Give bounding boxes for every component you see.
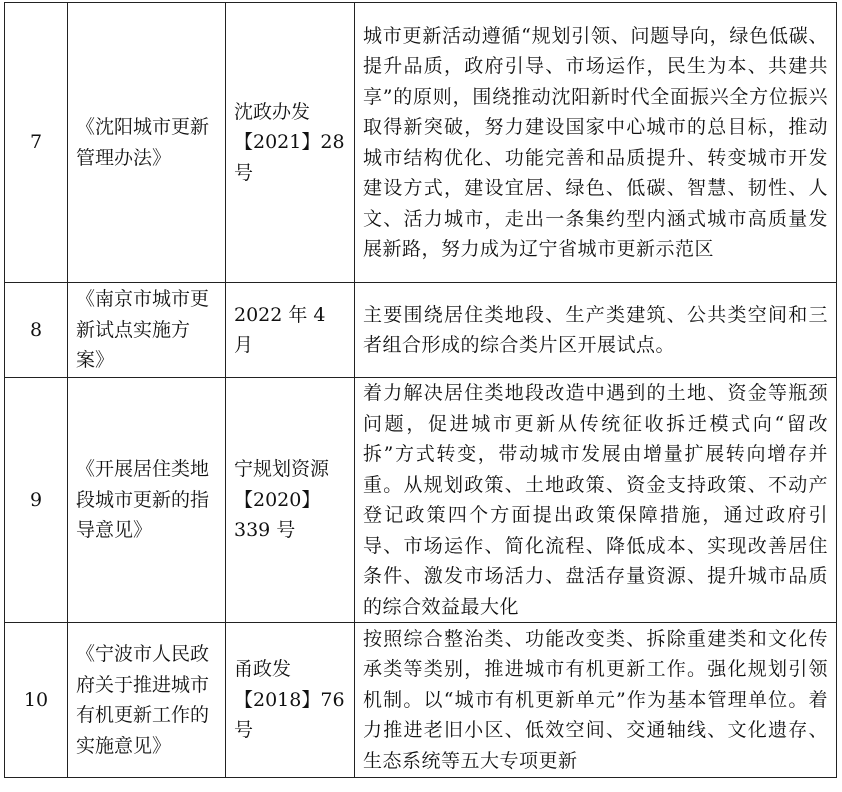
policy-summary: 按照综合整治类、功能改变类、拆除重建类和文化传承类等类别，推进城市有机更新工作。强化规划引领机制。以“城市有机更新单元”作为基本管理单位。着力推进老旧小区、低效空间、交通轴线、文化遗存、生态系统等五大专项更新 [355, 623, 837, 778]
document-number: 甬政发【2018】76号 [226, 623, 355, 778]
table-row [5, 623, 837, 778]
row-number: 8 [5, 283, 68, 378]
document-number: 沈政办发【2021】28号 [226, 3, 355, 283]
table-row [5, 3, 837, 283]
policy-name: 《南京市城市更新试点实施方案》 [68, 283, 226, 378]
policy-summary: 主要围绕居住类地段、生产类建筑、公共类空间和三者组合形成的综合类片区开展试点。 [355, 283, 837, 378]
policy-name: 《开展居住类地段城市更新的指导意见》 [68, 378, 226, 623]
table-row [5, 283, 837, 378]
document-number: 宁规划资源【2020】339 号 [226, 378, 355, 623]
document-number: 2022 年 4 月 [226, 283, 355, 378]
table-row [5, 378, 837, 623]
row-number: 10 [5, 623, 68, 778]
policy-table [4, 2, 837, 778]
policy-name: 《宁波市人民政府关于推进城市有机更新工作的实施意见》 [68, 623, 226, 778]
policy-summary: 着力解决居住类地段改造中遇到的土地、资金等瓶颈问题，促进城市更新从传统征收拆迁模式向“留改拆”方式转变，带动城市发展由增量扩展转向增存并重。从规划政策、土地政策、资金支持政策、不动产登记政策四个方面提出政策保障措施，通过政府引导、市场运作、简化流程、降低成本、实现改善居住条件、激发市场活力、盘活存量资源、提升城市品质的综合效益最大化 [355, 378, 837, 623]
row-number: 7 [5, 3, 68, 283]
policy-name: 《沈阳城市更新管理办法》 [68, 3, 226, 283]
row-number: 9 [5, 378, 68, 623]
policy-summary: 城市更新活动遵循“规划引领、问题导向，绿色低碳、提升品质，政府引导、市场运作，民生为本、共建共享”的原则，围绕推动沈阳新时代全面振兴全方位振兴取得新突破，努力建设国家中心城市的总目标，推动城市结构优化、功能完善和品质提升、转变城市开发建设方式，建设宜居、绿色、低碳、智慧、韧性、人文、活力城市，走出一条集约型内涵式城市高质量发展新路，努力成为辽宁省城市更新示范区 [355, 3, 837, 283]
